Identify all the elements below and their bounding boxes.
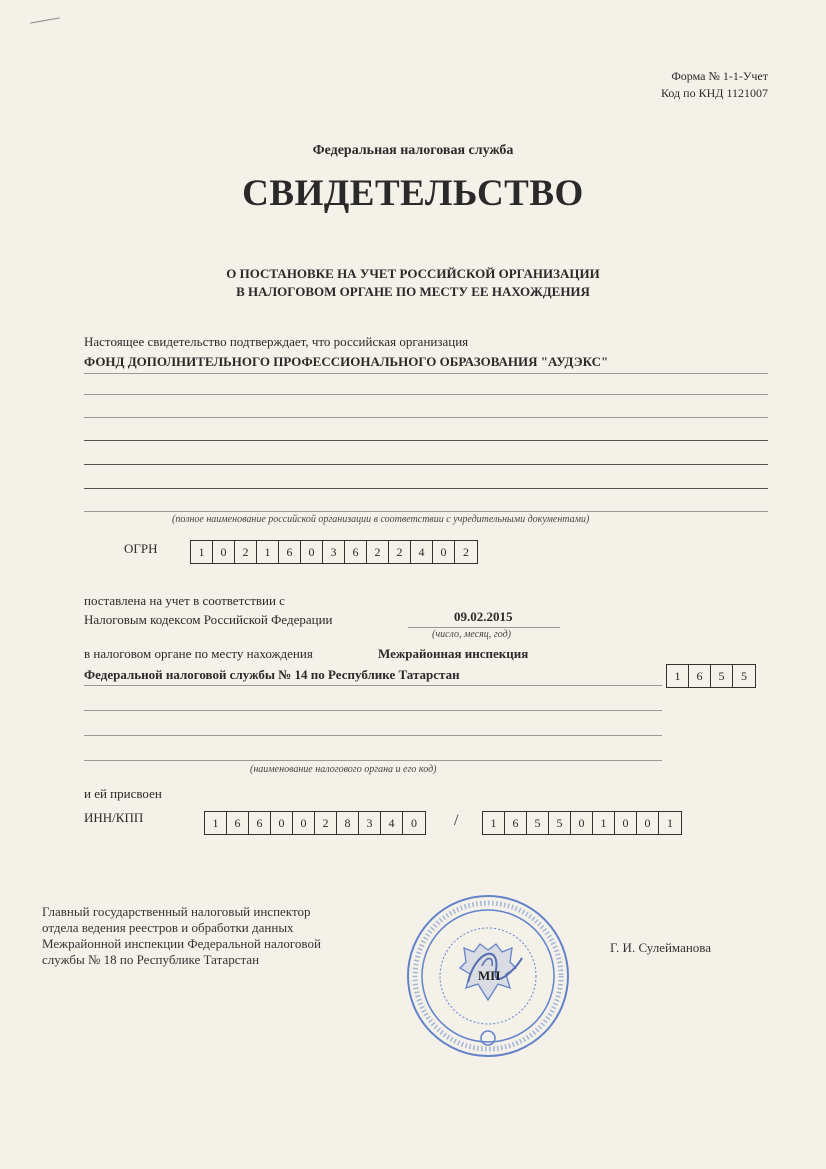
pen-mark bbox=[30, 17, 60, 23]
inn-digit: 0 bbox=[411, 816, 417, 830]
ogrn-cells bbox=[190, 540, 478, 564]
inn-digit: 6 bbox=[249, 812, 271, 834]
kpp-digit: 1 bbox=[593, 812, 615, 834]
ogrn-digit: 0 bbox=[433, 541, 455, 563]
inn-cells bbox=[204, 811, 426, 835]
registration-line-2: Налоговым кодексом Российской Федерации bbox=[84, 612, 333, 627]
name-line bbox=[84, 394, 768, 395]
tax-authority-line-1: Межрайонная инспекция bbox=[378, 646, 529, 661]
authority-code-digit: 6 bbox=[689, 665, 711, 687]
inn-digit: 0 bbox=[271, 812, 293, 834]
location-label: в налоговом органе по месту нахождения bbox=[84, 646, 313, 661]
form-number: Форма № 1-1-Учет bbox=[671, 69, 768, 83]
kpp-digit: 0 bbox=[637, 812, 659, 834]
name-line bbox=[84, 464, 768, 465]
ogrn-digit: 6 bbox=[279, 541, 301, 563]
authority-line bbox=[84, 735, 662, 736]
signatory-line-2: отдела ведения реестров и обработки данных bbox=[42, 920, 294, 935]
name-line bbox=[84, 488, 768, 489]
signatory-line-4: службы № 18 по Республике Татарстан bbox=[42, 952, 260, 967]
name-line bbox=[84, 511, 768, 512]
authority-line bbox=[84, 685, 662, 686]
ogrn-digit: 3 bbox=[323, 541, 345, 563]
ogrn-digit: 6 bbox=[345, 541, 367, 563]
organization-name: ФОНД ДОПОЛНИТЕЛЬНОГО ПРОФЕССИОНАЛЬНОГО ОБРАЗОВАНИЯ "АУДЭКС" bbox=[84, 354, 609, 369]
authority-name: Федеральная налоговая служба bbox=[312, 143, 514, 158]
inn-kpp-label: ИНН/КПП bbox=[84, 810, 144, 825]
inn-digit: 8 bbox=[337, 812, 359, 834]
ogrn-digit: 2 bbox=[463, 545, 469, 559]
kpp-digit: 5 bbox=[527, 812, 549, 834]
inn-digit: 2 bbox=[315, 812, 337, 834]
name-line bbox=[84, 373, 768, 374]
ogrn-digit: 1 bbox=[191, 541, 213, 563]
inn-digit: 4 bbox=[381, 812, 403, 834]
ogrn-digit: 1 bbox=[257, 541, 279, 563]
signatory-line-1: Главный государственный налоговый инспектор bbox=[42, 904, 311, 919]
authority-line bbox=[84, 710, 662, 711]
authority-code-digit: 1 bbox=[667, 665, 689, 687]
ogrn-digit: 2 bbox=[367, 541, 389, 563]
inn-digit: 0 bbox=[293, 812, 315, 834]
ogrn-digit: 0 bbox=[301, 541, 323, 563]
authority-caption: (наименование налогового органа и его код) bbox=[250, 764, 437, 775]
ogrn-digit: 2 bbox=[389, 541, 411, 563]
name-line bbox=[84, 440, 768, 441]
date-caption: (число, месяц, год) bbox=[432, 629, 511, 640]
inn-digit: 6 bbox=[227, 812, 249, 834]
authority-code-digit: 5 bbox=[711, 665, 733, 687]
stamp-mark: МП bbox=[478, 968, 501, 983]
organization-intro: Настоящее свидетельство подтверждает, что российская организация bbox=[84, 334, 469, 349]
registration-line-1: поставлена на учет в соответствии с bbox=[84, 593, 285, 608]
tax-authority-line-2: Федеральной налоговой службы № 14 по Республике Татарстан bbox=[84, 667, 460, 682]
kpp-digit: 1 bbox=[667, 816, 673, 830]
kpp-digit: 0 bbox=[615, 812, 637, 834]
ogrn-digit: 2 bbox=[235, 541, 257, 563]
authority-code-digit: 5 bbox=[741, 669, 747, 683]
authority-code-cells bbox=[666, 664, 756, 688]
subtitle-line-1: О ПОСТАНОВКЕ НА УЧЕТ РОССИЙСКОЙ ОРГАНИЗАЦИИ bbox=[226, 266, 600, 281]
registration-date: 09.02.2015 bbox=[454, 609, 513, 624]
ogrn-digit: 4 bbox=[411, 541, 433, 563]
signatory-line-3: Межрайонной инспекции Федеральной налоговой bbox=[42, 936, 321, 951]
ogrn-label: ОГРН bbox=[124, 541, 158, 556]
page-title: СВИДЕТЕЛЬСТВО bbox=[242, 173, 584, 214]
name-line bbox=[84, 417, 768, 418]
kpp-digit: 6 bbox=[505, 812, 527, 834]
kpp-cells bbox=[482, 811, 682, 835]
signatory-name: Г. И. Сулейманова bbox=[610, 940, 712, 955]
kpp-digit: 0 bbox=[571, 812, 593, 834]
assignment-label: и ей присвоен bbox=[84, 786, 162, 801]
kpp-digit: 5 bbox=[549, 812, 571, 834]
inn-kpp-separator: / bbox=[454, 812, 459, 829]
organization-caption: (полное наименование российской организации в соответствии с учредительными документами) bbox=[172, 514, 590, 525]
date-line bbox=[408, 627, 560, 628]
authority-line bbox=[84, 760, 662, 761]
inn-digit: 3 bbox=[359, 812, 381, 834]
knd-code: Код по КНД 1121007 bbox=[661, 86, 768, 100]
signatory-position bbox=[42, 904, 321, 968]
inn-digit: 1 bbox=[205, 812, 227, 834]
ogrn-digit: 0 bbox=[213, 541, 235, 563]
kpp-digit: 1 bbox=[483, 812, 505, 834]
subtitle-line-2: В НАЛОГОВОМ ОРГАНЕ ПО МЕСТУ ЕЕ НАХОЖДЕНИЯ bbox=[236, 284, 590, 299]
